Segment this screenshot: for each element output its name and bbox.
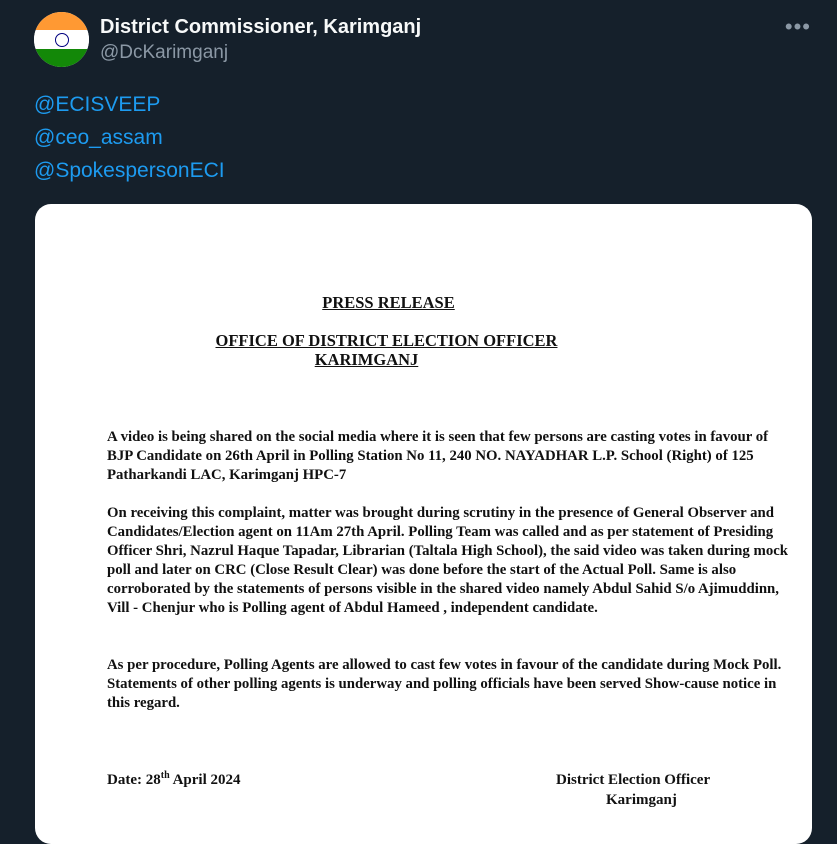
more-options-icon[interactable]: •••	[784, 14, 811, 39]
flag-green-band	[34, 49, 89, 67]
paragraph-3: As per procedure, Polling Agents are allowed to cast few votes in favour of the candidate during Mock Poll. Statements of other polling agents is underway and polling officials have been served Show-cause notice in this regard.	[107, 657, 782, 711]
press-release-title: PRESS RELEASE	[322, 293, 455, 312]
date-prefix: Date: 28	[107, 772, 161, 788]
flag-saffron-band	[34, 12, 89, 30]
tweet-mentions	[34, 88, 225, 187]
tweet-media-image[interactable]	[35, 204, 812, 844]
signatory-place: Karimganj	[606, 792, 677, 808]
mention-link-spokespersoneci[interactable]: @SpokespersonECI	[34, 159, 225, 182]
office-heading: OFFICE OF DISTRICT ELECTION OFFICER	[215, 331, 558, 350]
tweet-header	[34, 12, 817, 72]
mention-link-ecisveep[interactable]: @ECISVEEP	[34, 93, 161, 116]
ashoka-chakra-icon	[55, 33, 69, 47]
signatory-title: District Election Officer	[556, 772, 711, 788]
date-ordinal: th	[160, 770, 170, 781]
author-display-name[interactable]: District Commissioner, Karimganj	[100, 16, 422, 38]
author-names	[100, 14, 421, 66]
mention-link-ceo-assam[interactable]: @ceo_assam	[34, 126, 163, 149]
paragraph-2: On receiving this complaint, matter was brought during scrutiny in the presence of General Observer and Candidates/Election agent on 11Am 27th April. Polling Team was called and as per statement of Presiding Officer Shri, Nazrul Haque Tapadar, Librarian (Taltala High School), the said video was taken during mock poll and later on CRC (Close Result Clear) was done before the start of the Actual Poll. Same is also corroborated by the statements of persons visible in the shared video namely Abdul Sahid S/o Ajimuddinn, Vill - Chenjur who is Polling agent of Abdul Hameed , independent candidate.	[107, 505, 789, 616]
release-date	[107, 770, 240, 789]
office-location: KARIMGANJ	[314, 350, 419, 369]
date-suffix: April 2024	[169, 772, 241, 788]
author-handle[interactable]: @DcKarimganj	[100, 42, 229, 63]
paragraph-1: A video is being shared on the social media where it is seen that few persons are casting votes in favour of BJP Candidate on 26th April in Polling Station No 11, 240 NO. NAYADHAR L.P. School (Right) of 125 Patharkandi LAC, Karimganj HPC-7	[107, 429, 769, 483]
avatar[interactable]	[34, 12, 89, 67]
